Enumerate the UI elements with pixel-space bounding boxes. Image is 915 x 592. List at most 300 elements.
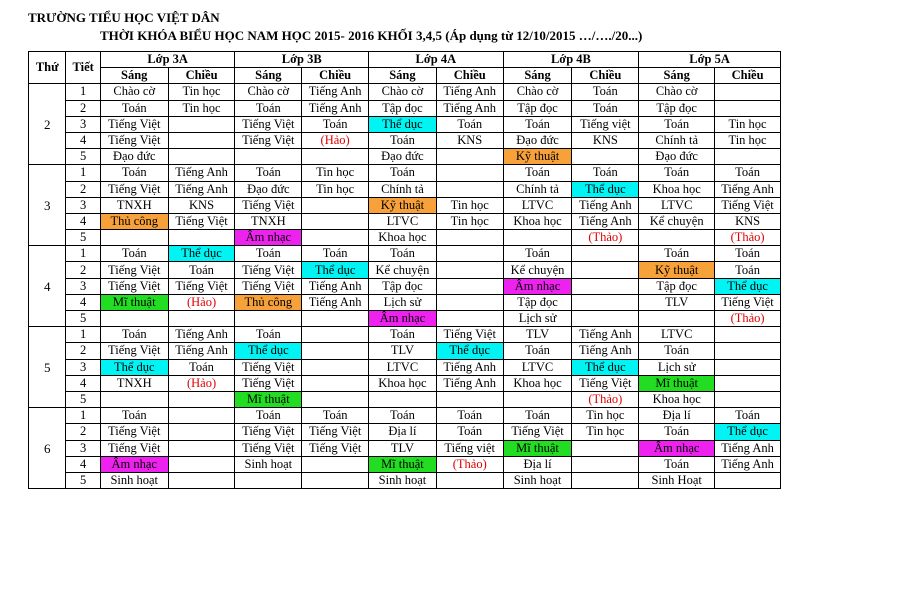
subject-cell: Toán <box>100 327 168 343</box>
subject-cell: Tiếng Anh <box>168 343 235 359</box>
table-row <box>29 375 781 391</box>
subject-cell: Tiếng Việt <box>436 327 503 343</box>
subject-cell <box>436 294 503 310</box>
subject-cell: Toán <box>369 408 437 424</box>
period-cell: 1 <box>66 327 100 343</box>
subject-cell: Toán <box>235 246 302 262</box>
subject-cell: (Thảo) <box>436 456 503 472</box>
subject-cell <box>436 391 503 407</box>
subject-cell: Toán <box>715 246 781 262</box>
subject-cell: Toán <box>503 246 572 262</box>
subject-cell <box>302 213 369 229</box>
subject-cell: Toán <box>436 424 503 440</box>
period-cell: 5 <box>66 311 100 327</box>
subject-cell <box>572 456 639 472</box>
subject-cell: Sinh hoạt <box>100 472 168 488</box>
subject-cell: Thể dục <box>235 343 302 359</box>
subject-cell <box>503 391 572 407</box>
subject-cell: Tin học <box>302 181 369 197</box>
subject-cell: (Thảo) <box>572 230 639 246</box>
table-row <box>29 213 781 229</box>
subject-cell: Toán <box>436 408 503 424</box>
subject-cell <box>715 391 781 407</box>
subject-cell: Toán <box>639 165 715 181</box>
subject-cell <box>302 311 369 327</box>
subject-cell: Kỹ thuật <box>503 149 572 165</box>
subject-cell <box>168 311 235 327</box>
subject-cell: Kể chuyện <box>639 213 715 229</box>
subject-cell: LTVC <box>503 359 572 375</box>
subject-cell: Tiếng Anh <box>436 84 503 100</box>
subject-cell: Chính tả <box>369 181 437 197</box>
subject-cell <box>572 246 639 262</box>
subject-cell: (Thảo) <box>715 230 781 246</box>
period-cell: 4 <box>66 375 100 391</box>
subject-cell: Toán <box>235 165 302 181</box>
subject-cell: Chào cờ <box>639 84 715 100</box>
day-cell: 5 <box>29 327 66 408</box>
table-row <box>29 149 781 165</box>
subject-cell: Đạo đức <box>100 149 168 165</box>
subject-cell: Tiếng Việt <box>168 278 235 294</box>
period-cell: 2 <box>66 181 100 197</box>
subject-cell: TLV <box>639 294 715 310</box>
subject-cell: Chào cờ <box>235 84 302 100</box>
subject-cell: Mĩ thuật <box>369 456 437 472</box>
subject-cell: Tiếng việt <box>436 440 503 456</box>
subject-cell: Thể dục <box>715 424 781 440</box>
sang-header: Sáng <box>235 68 302 84</box>
subject-cell <box>168 149 235 165</box>
subject-cell: (Thảo) <box>715 311 781 327</box>
subject-cell: Toán <box>503 408 572 424</box>
subject-cell <box>572 472 639 488</box>
subject-cell: LTVC <box>369 359 437 375</box>
subject-cell: Kỹ thuật <box>369 197 437 213</box>
subject-cell: Âm nhạc <box>639 440 715 456</box>
period-cell: 2 <box>66 343 100 359</box>
period-cell: 2 <box>66 262 100 278</box>
subject-cell: Tin học <box>168 84 235 100</box>
subject-cell: Toán <box>639 343 715 359</box>
table-row <box>29 246 781 262</box>
subject-cell <box>302 197 369 213</box>
subject-cell: Kỹ thuật <box>639 262 715 278</box>
subject-cell <box>369 391 437 407</box>
subject-cell: Toán <box>100 408 168 424</box>
subject-cell: Tin học <box>715 132 781 148</box>
subject-cell: Tiếng Anh <box>168 181 235 197</box>
subject-cell <box>302 391 369 407</box>
subject-cell: Tiếng Việt <box>302 440 369 456</box>
subject-cell <box>168 472 235 488</box>
subject-cell: Tiếng Việt <box>100 424 168 440</box>
school-name: TRƯỜNG TIỂU HỌC VIỆT DÂN <box>28 10 220 25</box>
subject-cell: KNS <box>168 197 235 213</box>
subject-cell: Toán <box>302 408 369 424</box>
subject-cell: LTVC <box>503 197 572 213</box>
subject-cell: Tiếng Việt <box>302 424 369 440</box>
subject-cell: Thể dục <box>168 246 235 262</box>
subject-cell <box>572 311 639 327</box>
table-row <box>29 84 781 100</box>
subject-cell: Sinh Hoạt <box>639 472 715 488</box>
timetable <box>28 51 781 489</box>
class-header-4a: Lớp 4A <box>369 52 504 68</box>
table-row <box>29 230 781 246</box>
sang-header: Sáng <box>503 68 572 84</box>
subject-cell: Sinh hoạt <box>503 472 572 488</box>
subject-cell: Toán <box>302 246 369 262</box>
class-header-5a: Lớp 5A <box>639 52 781 68</box>
subject-cell: Tập đọc <box>369 100 437 116</box>
subject-cell: Mĩ thuật <box>235 391 302 407</box>
subject-cell: Tiếng Anh <box>436 375 503 391</box>
subject-cell: Toán <box>639 116 715 132</box>
subject-cell: Tin học <box>715 116 781 132</box>
subject-cell: Thể dục <box>369 116 437 132</box>
subject-cell: Tiếng Việt <box>100 278 168 294</box>
subject-cell: TLV <box>503 327 572 343</box>
period-cell: 3 <box>66 278 100 294</box>
subject-cell: KNS <box>572 132 639 148</box>
subject-cell: KNS <box>436 132 503 148</box>
subject-cell: LTVC <box>639 197 715 213</box>
subject-cell: Tiếng Anh <box>302 84 369 100</box>
subject-cell <box>572 262 639 278</box>
subject-cell: Thể dục <box>715 278 781 294</box>
subject-cell: Toán <box>639 246 715 262</box>
subject-cell: Toán <box>572 165 639 181</box>
subject-cell: TLV <box>369 440 437 456</box>
subject-cell: Tập đọc <box>639 100 715 116</box>
subject-cell <box>168 408 235 424</box>
table-row <box>29 197 781 213</box>
subject-cell <box>302 230 369 246</box>
subject-cell <box>168 440 235 456</box>
subject-cell: Tiếng Việt <box>235 359 302 375</box>
subject-cell: Toán <box>369 165 437 181</box>
subject-cell: Âm nhạc <box>503 278 572 294</box>
period-cell: 1 <box>66 246 100 262</box>
subject-cell: Toán <box>639 456 715 472</box>
subject-cell: Kể chuyện <box>503 262 572 278</box>
subject-cell <box>302 456 369 472</box>
subject-cell: Toán <box>235 408 302 424</box>
subject-cell: Tin học <box>436 197 503 213</box>
subject-cell: Tiếng Anh <box>715 440 781 456</box>
subject-cell: Tiếng Anh <box>302 294 369 310</box>
subject-cell: Tiếng Việt <box>100 440 168 456</box>
subject-cell: Lịch sử <box>639 359 715 375</box>
subject-cell: Thể dục <box>572 359 639 375</box>
subject-cell <box>168 132 235 148</box>
period-cell: 1 <box>66 408 100 424</box>
subject-cell: Toán <box>369 327 437 343</box>
subject-cell: TLV <box>369 343 437 359</box>
subject-cell: Khoa học <box>369 375 437 391</box>
subject-cell: Khoa học <box>503 213 572 229</box>
subject-cell: Địa lí <box>369 424 437 440</box>
period-cell: 3 <box>66 116 100 132</box>
subject-cell: Âm nhạc <box>100 456 168 472</box>
subject-cell: Tiếng Việt <box>235 132 302 148</box>
subject-cell: Toán <box>503 343 572 359</box>
period-cell: 5 <box>66 230 100 246</box>
subject-cell <box>168 424 235 440</box>
chieu-header: Chiều <box>168 68 235 84</box>
table-row <box>29 424 781 440</box>
subject-cell <box>715 100 781 116</box>
subject-cell <box>168 456 235 472</box>
subject-cell: Địa lí <box>639 408 715 424</box>
subject-cell: Chính tả <box>639 132 715 148</box>
subject-cell: Toán <box>503 165 572 181</box>
subject-cell <box>572 294 639 310</box>
subject-cell <box>436 149 503 165</box>
class-header-4b: Lớp 4B <box>503 52 639 68</box>
subject-cell: Tiếng việt <box>572 116 639 132</box>
subject-cell: Kể chuyện <box>369 262 437 278</box>
subject-cell: Âm nhạc <box>235 230 302 246</box>
subject-cell: Tiếng Việt <box>503 424 572 440</box>
subject-cell: TNXH <box>100 197 168 213</box>
subject-cell <box>715 149 781 165</box>
table-row <box>29 100 781 116</box>
subject-cell <box>715 84 781 100</box>
subject-cell <box>572 440 639 456</box>
subject-cell: Mĩ thuật <box>503 440 572 456</box>
chieu-header: Chiều <box>715 68 781 84</box>
subject-cell: Tiếng Việt <box>100 132 168 148</box>
subject-cell <box>302 359 369 375</box>
subject-cell: Đạo đức <box>503 132 572 148</box>
subject-cell <box>302 327 369 343</box>
table-row <box>29 456 781 472</box>
sang-header: Sáng <box>100 68 168 84</box>
subject-cell: Thể dục <box>436 343 503 359</box>
table-row <box>29 311 781 327</box>
table-row <box>29 116 781 132</box>
subject-cell: Tiếng Việt <box>715 294 781 310</box>
subject-cell: Tiếng Anh <box>572 343 639 359</box>
chieu-header: Chiều <box>572 68 639 84</box>
subject-cell: Tiếng Việt <box>235 375 302 391</box>
day-cell: 6 <box>29 408 66 489</box>
subject-cell: Toán <box>302 116 369 132</box>
subject-cell: Toán <box>235 327 302 343</box>
session-header-row <box>29 68 781 84</box>
subject-cell: Toán <box>436 116 503 132</box>
subject-cell <box>436 311 503 327</box>
subject-cell: Tiếng Anh <box>168 165 235 181</box>
period-cell: 5 <box>66 391 100 407</box>
subject-cell <box>302 343 369 359</box>
subject-cell: Tập đọc <box>639 278 715 294</box>
subject-cell <box>302 472 369 488</box>
subject-cell <box>436 165 503 181</box>
chieu-header: Chiều <box>436 68 503 84</box>
subject-cell: (Thảo) <box>572 391 639 407</box>
subject-cell: Thủ công <box>235 294 302 310</box>
subject-cell: Tiếng Anh <box>715 181 781 197</box>
day-cell: 3 <box>29 165 66 246</box>
subject-cell: Thể dục <box>302 262 369 278</box>
subject-cell <box>715 375 781 391</box>
chieu-header: Chiều <box>302 68 369 84</box>
subject-cell <box>168 391 235 407</box>
subject-cell <box>436 230 503 246</box>
subject-cell: Thủ công <box>100 213 168 229</box>
class-header-row <box>29 52 781 68</box>
table-row <box>29 359 781 375</box>
subject-cell: Tiếng Việt <box>100 181 168 197</box>
subject-cell: Toán <box>503 116 572 132</box>
table-row <box>29 262 781 278</box>
subject-cell: Tiếng Anh <box>168 327 235 343</box>
subject-cell <box>436 181 503 197</box>
period-cell: 2 <box>66 100 100 116</box>
period-cell: 3 <box>66 197 100 213</box>
subject-cell: TNXH <box>235 213 302 229</box>
subject-cell: Toán <box>369 246 437 262</box>
subject-cell: Đạo đức <box>369 149 437 165</box>
subject-cell: Khoa học <box>369 230 437 246</box>
subject-cell <box>436 246 503 262</box>
subject-cell: Tin học <box>302 165 369 181</box>
subject-cell: Tiếng Việt <box>235 440 302 456</box>
subject-cell: Tiếng Việt <box>168 213 235 229</box>
subject-cell: KNS <box>715 213 781 229</box>
subject-cell <box>715 327 781 343</box>
subject-cell: Tiếng Việt <box>235 116 302 132</box>
sang-header: Sáng <box>369 68 437 84</box>
subject-cell: Chính tả <box>503 181 572 197</box>
subject-cell: Khoa học <box>639 391 715 407</box>
subject-cell: Toán <box>715 165 781 181</box>
subject-cell <box>715 343 781 359</box>
table-row <box>29 327 781 343</box>
subject-cell <box>235 311 302 327</box>
subject-cell: Thể dục <box>100 359 168 375</box>
subject-cell: (Hảo) <box>168 375 235 391</box>
subject-cell: Tiếng Anh <box>572 197 639 213</box>
subject-cell: Tin học <box>436 213 503 229</box>
subject-cell <box>715 472 781 488</box>
subject-cell: TNXH <box>100 375 168 391</box>
subject-cell: Toán <box>715 408 781 424</box>
subject-cell: Toán <box>168 262 235 278</box>
table-row <box>29 343 781 359</box>
timetable-body <box>29 84 781 489</box>
subject-cell <box>100 230 168 246</box>
table-row <box>29 278 781 294</box>
subject-cell: Tin học <box>572 408 639 424</box>
subject-cell: Toán <box>235 100 302 116</box>
subject-cell: Tiếng Việt <box>235 424 302 440</box>
subject-cell: Địa lí <box>503 456 572 472</box>
subject-cell: Mĩ thuật <box>639 375 715 391</box>
subject-cell: Tập đọc <box>369 278 437 294</box>
subject-cell: Tập đọc <box>503 100 572 116</box>
subject-cell: (Hảo) <box>168 294 235 310</box>
subject-cell: Chào cờ <box>503 84 572 100</box>
table-row <box>29 165 781 181</box>
class-header-3a: Lớp 3A <box>100 52 235 68</box>
subject-cell: Sinh hoạt <box>235 456 302 472</box>
subject-cell <box>503 230 572 246</box>
subject-cell: Tin học <box>168 100 235 116</box>
subject-cell <box>302 149 369 165</box>
subject-cell <box>100 391 168 407</box>
subject-cell: Toán <box>572 84 639 100</box>
subject-cell: Đạo đức <box>235 181 302 197</box>
subject-cell: Mĩ thuật <box>100 294 168 310</box>
timetable-title: THỜI KHÓA BIỂU HỌC NAM HỌC 2015- 2016 KHỐI 3,4,5 (Áp dụng từ 12/10/2015 …/…./20...) <box>100 28 643 43</box>
sang-header: Sáng <box>639 68 715 84</box>
subject-cell: LTVC <box>639 327 715 343</box>
subject-cell <box>639 311 715 327</box>
subject-cell: Tiếng Việt <box>235 197 302 213</box>
subject-cell: Toán <box>100 246 168 262</box>
subject-cell: Toán <box>639 424 715 440</box>
period-cell: 4 <box>66 456 100 472</box>
table-row <box>29 472 781 488</box>
subject-cell: Tiếng Việt <box>235 262 302 278</box>
subject-cell: Tập đọc <box>503 294 572 310</box>
subject-cell: Tiếng Anh <box>715 456 781 472</box>
period-cell: 4 <box>66 132 100 148</box>
subject-cell: Khoa học <box>639 181 715 197</box>
subject-cell: Tiếng Anh <box>436 359 503 375</box>
subject-cell: Tiếng Anh <box>572 213 639 229</box>
subject-cell <box>235 149 302 165</box>
subject-cell <box>715 359 781 375</box>
period-cell: 1 <box>66 84 100 100</box>
subject-cell: Tiếng Việt <box>100 262 168 278</box>
subject-cell: Toán <box>572 100 639 116</box>
subject-cell <box>436 472 503 488</box>
subject-cell: Lịch sử <box>503 311 572 327</box>
subject-cell: Toán <box>168 359 235 375</box>
subject-cell: Sinh hoạt <box>369 472 437 488</box>
period-cell: 4 <box>66 213 100 229</box>
subject-cell: Âm nhạc <box>369 311 437 327</box>
subject-cell <box>572 149 639 165</box>
table-row <box>29 391 781 407</box>
subject-cell: Tiếng Việt <box>235 278 302 294</box>
subject-cell <box>100 311 168 327</box>
subject-cell: Tiếng Việt <box>100 116 168 132</box>
subject-cell: Tiếng Anh <box>302 278 369 294</box>
subject-cell <box>168 230 235 246</box>
subject-cell: LTVC <box>369 213 437 229</box>
subject-cell: Toán <box>100 165 168 181</box>
period-cell: 5 <box>66 149 100 165</box>
subject-cell <box>302 375 369 391</box>
subject-cell <box>639 230 715 246</box>
tiet-header: Tiết <box>66 52 100 84</box>
period-cell: 2 <box>66 424 100 440</box>
subject-cell: Chào cờ <box>369 84 437 100</box>
subject-cell: Tiếng Việt <box>715 197 781 213</box>
day-cell: 4 <box>29 246 66 327</box>
subject-cell: (Hảo) <box>302 132 369 148</box>
subject-cell: Tiếng Việt <box>100 343 168 359</box>
table-row <box>29 181 781 197</box>
table-row <box>29 440 781 456</box>
table-row <box>29 132 781 148</box>
